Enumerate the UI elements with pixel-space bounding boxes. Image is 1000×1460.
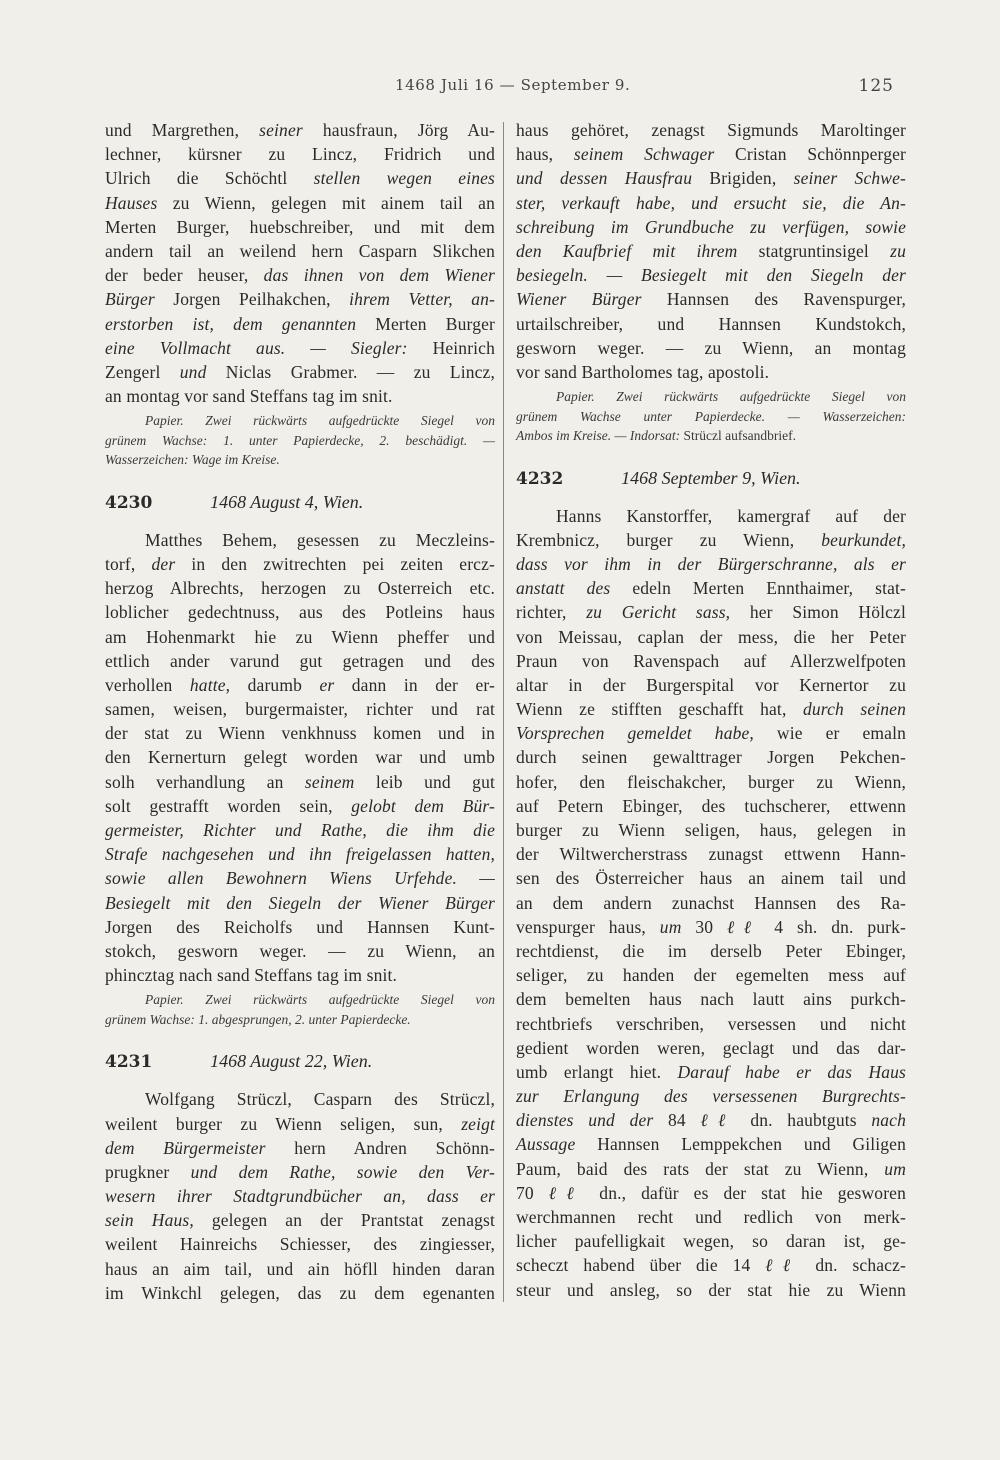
text-line: dem Bürgermeister hern Andren Schönn-: [105, 1137, 495, 1158]
text-line: Merten Burger, huebschreiber, und mit dem: [105, 216, 495, 237]
text-line: stokch, gesworn weger. — zu Wienn, an: [105, 940, 495, 961]
text-line: Praun von Ravenspach auf Allerzwelfpoten: [516, 650, 906, 671]
text-line: der stat zu Wienn venkhnuss komen und in: [105, 723, 495, 744]
text-line: Vorsprechen gemeldet habe, wie er emaln: [516, 723, 906, 744]
left-column: [105, 118, 495, 1305]
entry-text-4230: [105, 528, 495, 988]
text-line: am Hohenmarkt hie zu Wienn pheffer und: [105, 626, 495, 647]
entry-number: 4231: [105, 1052, 153, 1073]
text-line: scheczt habend über die 14 ℓℓ dn. schacz-: [516, 1255, 906, 1276]
text-line: dienstes und der 84 ℓℓ dn. haubtguts nach: [516, 1110, 906, 1131]
entry-header-4230: [105, 492, 495, 522]
running-head: [0, 76, 1000, 100]
text-line: Ulrich die Schöchtl stellen wegen eines: [105, 168, 495, 189]
text-line: Hanns Kanstorffer, kamergraf auf der: [556, 505, 906, 526]
continuation-note: [516, 387, 906, 446]
text-line: Krembnicz, burger zu Wienn, beurkundet,: [516, 529, 906, 550]
note-line: Wasserzeichen: Wage im Kreise.: [105, 452, 280, 468]
text-line: sein Haus, gelegen an der Prantstat zenagst: [105, 1210, 495, 1231]
text-line: haus gehöret, zenagst Sigmunds Maroltinger: [516, 120, 906, 140]
entry-number: 4230: [105, 492, 153, 513]
text-line: Strafe nachgesehen und ihn freigelassen hatten,: [105, 844, 495, 865]
text-line: werchmannen recht und redlich von merk-: [516, 1207, 906, 1227]
text-line: an dem andern zunachst Hannsen des Ra-: [516, 892, 906, 913]
right-column: [516, 118, 906, 1302]
text-line: seliger, zu handen der egemelten mess auf: [516, 965, 906, 986]
text-line: prugkner und dem Rathe, sowie den Ver-: [105, 1161, 495, 1182]
text-line: besiegeln. — Besiegelt mit den Siegeln der: [516, 265, 906, 286]
text-line: licher paufelligkait wegen, so daran ist, ge-: [516, 1231, 906, 1252]
text-line: loblicher gedechtnuss, aus des Potleins haus: [105, 602, 495, 623]
text-line: haus, seinem Schwager Cristan Schönnperger: [516, 144, 906, 165]
text-line: weilent burger zu Wienn seligen, sun, zeigt: [105, 1113, 495, 1134]
note-line: grünem Wachse: 1. unter Papierdecke, 2. beschädigt. —: [105, 432, 495, 448]
entry-note-4230: [105, 990, 495, 1029]
text-line: altar in der Burgerspital vor Kernertor zu: [516, 674, 906, 695]
entry-header-4232: [516, 468, 906, 498]
text-line: und Margrethen, seiner hausfraun, Jörg Au-: [105, 120, 495, 140]
text-line: der beder heuser, das ihnen von dem Wiener: [105, 265, 495, 286]
text-line: urtailschreiber, und Hannsen Kundstokch,: [516, 313, 906, 334]
text-line: dass vor ihm in der Bürgerschranne, als er: [516, 553, 906, 574]
text-line: ster, verkauft habe, und ersucht sie, die An-: [516, 192, 906, 213]
note-line: Papier. Zwei rückwärts aufgedrückte Siegel von: [145, 992, 495, 1008]
text-line: 70 ℓℓ dn., dafür es der stat hie gesworen: [516, 1182, 906, 1203]
entry-text-4232: [516, 504, 906, 1302]
text-line: hofer, den fleischakcher, burger zu Wienn,: [516, 771, 906, 792]
text-line: Aussage Hannsen Lemppekchen und Giligen: [516, 1134, 906, 1155]
text-line: herzog Albrechts, herzogen zu Osterreich etc.: [105, 578, 495, 599]
note-line: Ambos im Kreise. — Indorsat: Strüczl aufsandbrief.: [516, 428, 796, 444]
text-line: haus an aim tail, und ain höfll hinden daran: [105, 1258, 495, 1279]
running-title: 1468 Juli 16 — September 9.: [395, 76, 631, 94]
text-line: gedient worden weren, geclagt und das dar-: [516, 1037, 906, 1058]
entry-text-4231: [105, 1087, 495, 1305]
text-line: den Kaufbrief mit ihrem statgruntinsigel zu: [516, 240, 907, 261]
text-line: samen, weisen, burgermaister, richter und rat: [105, 699, 495, 720]
entry-date: 1468 August 4, Wien.: [210, 491, 364, 512]
text-line: der Wiltwercherstrass zunagst ettwenn Hann-: [516, 844, 906, 865]
text-line: ettlich ander varund gut getragen und des: [105, 650, 495, 671]
column-divider: [503, 122, 504, 1302]
page-number: 125: [858, 76, 894, 96]
text-line: Wolfgang Strüczl, Casparn des Strüczl,: [145, 1089, 495, 1110]
entry-date: 1468 August 22, Wien.: [210, 1051, 373, 1072]
text-line: zur Erlangung des versessenen Burgrechts-: [516, 1086, 906, 1107]
text-line: torf, der in den zwitrechten pei zeiten ercz-: [105, 553, 495, 574]
text-line: auf Petern Ebinger, des tuchscherer, ettwenn: [516, 795, 906, 816]
text-line: rechtbriefs verschriben, versessen und nicht: [516, 1013, 906, 1034]
text-line: burger zu Wienn seligen, haus, gelegen in: [516, 820, 906, 840]
text-line: Zengerl und Niclas Grabmer. — zu Lincz,: [105, 361, 495, 382]
text-line: vor sand Bartholomes tag, apostoli.: [516, 361, 770, 382]
continuation-text: [105, 118, 495, 408]
note-line: grünem Wachse: 1. abgesprungen, 2. unter Papierdecke.: [105, 1011, 411, 1027]
text-line: Bürger Jorgen Peilhakchen, ihrem Vetter, an-: [105, 289, 496, 310]
text-line: Hauses zu Wienn, gelegen mit ainem tail an: [105, 192, 495, 213]
text-line: im Winkchl gelegen, das zu dem egenanten: [105, 1282, 495, 1303]
text-line: von Meissau, caplan der mess, die her Peter: [516, 626, 906, 647]
text-line: erstorben ist, dem genannten Merten Burger: [105, 313, 495, 334]
entry-number: 4232: [516, 468, 564, 489]
text-line: dem bemelten haus nach lautt ains purkch-: [516, 989, 906, 1010]
text-line: germeister, Richter und Rathe, die ihm die: [105, 820, 495, 840]
text-line: gesworn weger. — zu Wienn, an montag: [516, 337, 906, 358]
text-line: wesern ihrer Stadtgrundbücher an, dass er: [105, 1186, 495, 1207]
note-line: grünem Wachse unter Papierdecke. — Wasserzeichen:: [516, 408, 906, 424]
text-line: Matthes Behem, gesessen zu Meczleins-: [145, 529, 495, 550]
text-line: durch seinen gewalttrager Jorgen Pekchen-: [516, 747, 906, 768]
text-line: umb erlangt hiet. Darauf habe er das Haus: [516, 1061, 906, 1082]
text-line: solt gestrafft worden sein, gelobt dem Bür-: [105, 795, 495, 816]
continuation-note: [105, 411, 495, 470]
entry-header-4231: [105, 1051, 495, 1081]
text-line: anstatt des edeln Merten Ennthaimer, stat-: [516, 578, 907, 599]
text-line: den Kernerturn gelegt worden war und umb: [105, 747, 495, 768]
note-line: Papier. Zwei rückwärts aufgedrückte Siegel von: [556, 389, 906, 405]
text-line: sen des Österreicher haus an ainem tail und: [516, 868, 906, 889]
note-line: Papier. Zwei rückwärts aufgedrückte Siegel von: [145, 413, 495, 429]
text-line: Paum, baid des rats der stat zu Wienn, um: [516, 1158, 906, 1179]
text-line: weilent Hainreichs Schiesser, des zingiesser,: [105, 1234, 495, 1255]
text-line: Wienn ze stifften geschafft hat, durch seinen: [516, 699, 906, 720]
text-line: phincztag nach sand Steffans tag im snit.: [105, 965, 398, 986]
text-line: Jorgen des Reicholfs und Hannsen Kunt-: [105, 916, 495, 937]
text-line: lechner, kürsner zu Lincz, Fridrich und: [105, 144, 495, 165]
text-line: solh verhandlung an seinem leib und gut: [105, 771, 495, 792]
text-line: richter, zu Gericht sass, her Simon Hölczl: [516, 602, 906, 623]
text-line: Wiener Bürger Hannsen des Ravenspurger,: [516, 289, 907, 310]
text-line: verhollen hatte, darumb er dann in der er-: [105, 674, 495, 695]
text-line: rechtdienst, die im derselb Peter Ebinger,: [516, 940, 906, 961]
text-line: venspurger haus, um 30 ℓℓ 4 sh. dn. purk-: [516, 916, 906, 937]
text-line: Besiegelt mit den Siegeln der Wiener Bürger: [105, 892, 495, 913]
text-line: andern tail an weilend hern Casparn Slikchen: [105, 240, 495, 261]
text-line: an montag vor sand Steffans tag im snit.: [105, 386, 393, 407]
entry-date: 1468 September 9, Wien.: [621, 467, 801, 488]
continuation-text: [516, 118, 906, 384]
text-line: eine Vollmacht aus. — Siegler: Heinrich: [105, 337, 495, 358]
text-line: und dessen Hausfrau Brigiden, seiner Schwe-: [516, 168, 906, 189]
text-line: sowie allen Bewohnern Wiens Urfehde. —: [105, 868, 495, 889]
text-line: steur und ansleg, so der stat hie zu Wienn: [516, 1279, 906, 1300]
text-line: schreibung im Grundbuche zu verfügen, sowie: [516, 216, 906, 237]
